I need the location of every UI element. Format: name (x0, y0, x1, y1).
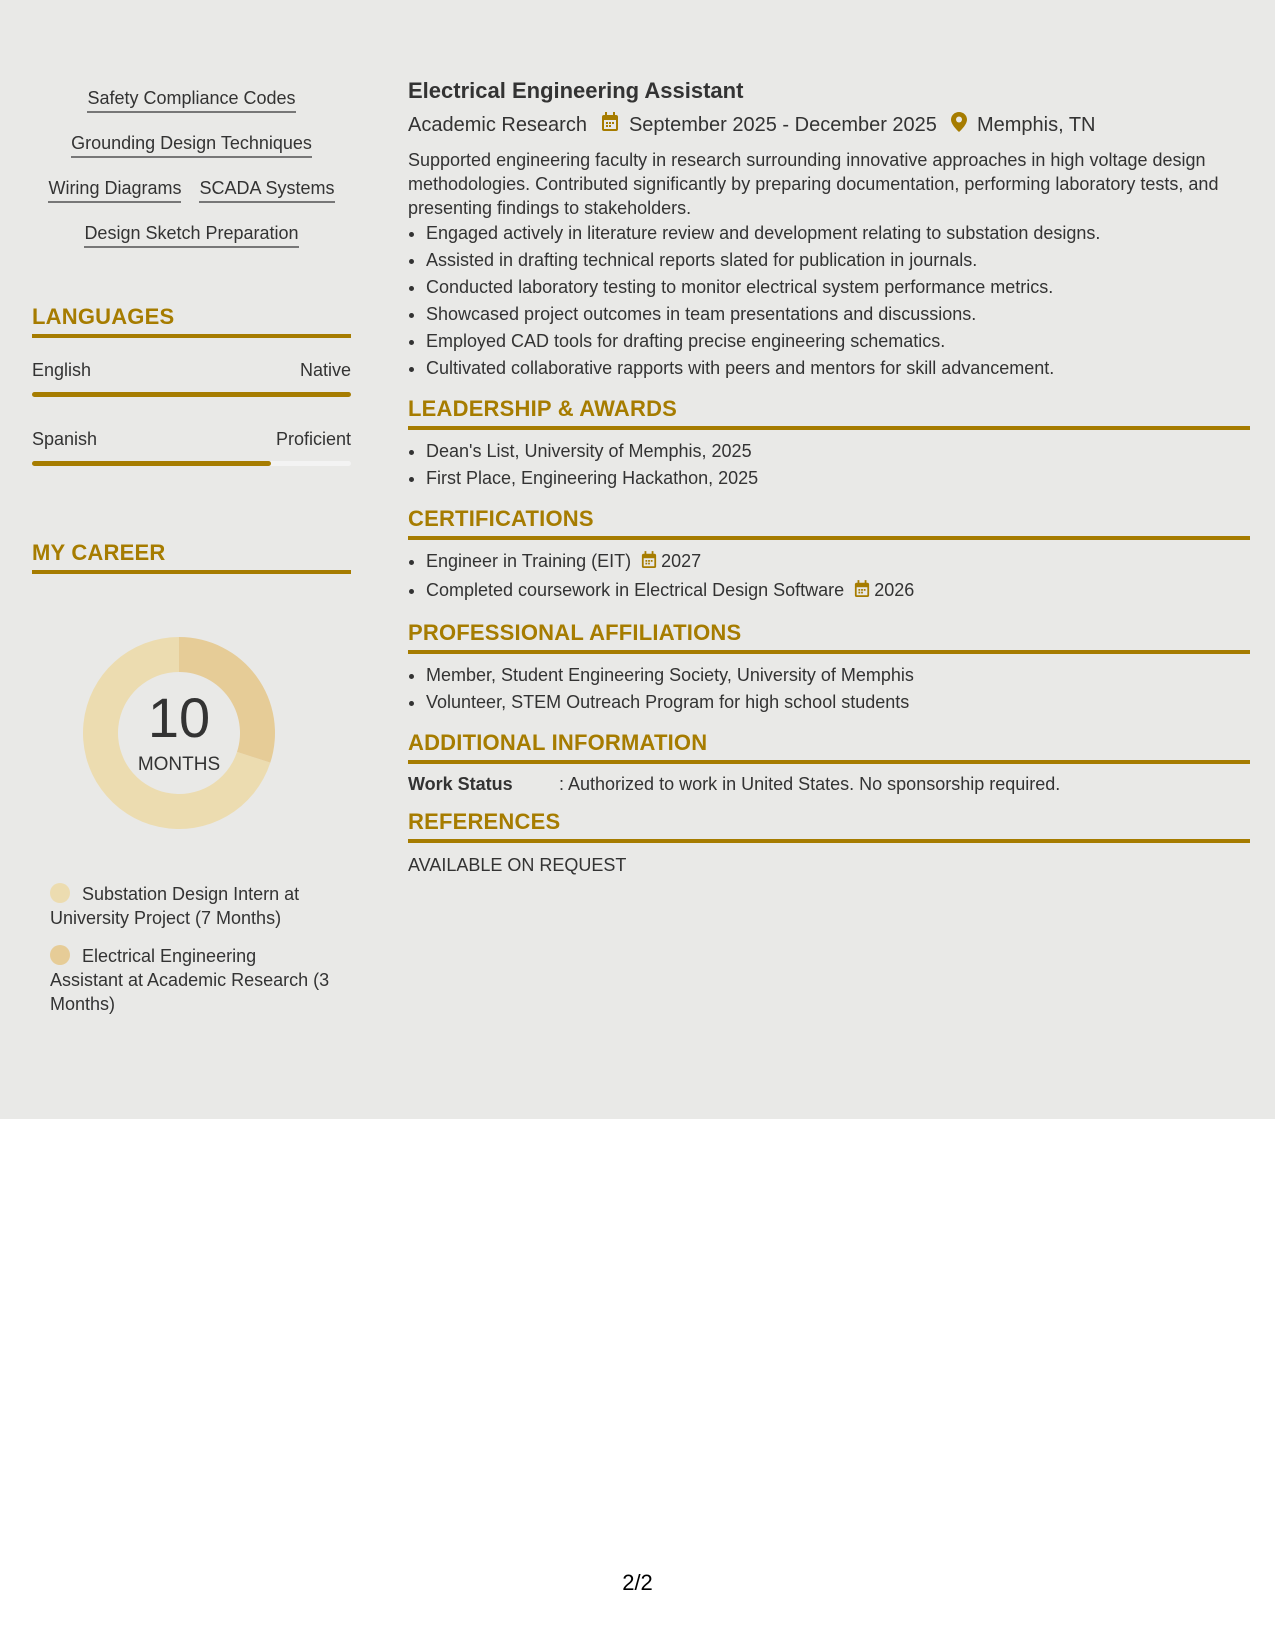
info-value: : Authorized to work in United States. No sponsorship required. (559, 774, 1061, 794)
skill-tag: SCADA Systems (199, 178, 334, 203)
certification-year: 2027 (661, 551, 702, 571)
legend-label: Electrical Engineering Assistant at Academic Research (3 Months) (50, 946, 330, 1014)
location-pin-icon (951, 112, 967, 138)
career-donut-chart (66, 620, 292, 846)
job-location: Memphis, TN (976, 113, 1096, 136)
legend-dot (50, 883, 70, 903)
page-number: 2/2 (622, 1570, 653, 1595)
language-bar-fill (32, 392, 351, 397)
affiliations-title: PROFESSIONAL AFFILIATIONS (408, 620, 1250, 654)
affiliations-section (408, 620, 1250, 716)
certification-year: 2026 (874, 580, 915, 600)
career-total-number: 10 (147, 686, 211, 749)
languages-title: LANGUAGES (32, 304, 351, 338)
language-row (32, 429, 351, 450)
certification-name: Completed coursework in Electrical Design Software (426, 580, 845, 600)
references-text: AVAILABLE ON REQUEST (408, 855, 627, 875)
list-item: • Employed CAD tools for drafting precise engineering schematics. (426, 328, 1250, 355)
calendar-icon (641, 550, 657, 577)
info-label: Work Status (408, 774, 513, 794)
calendar-icon (601, 112, 619, 138)
job-title: Electrical Engineering Assistant (408, 78, 744, 103)
language-name: Spanish (32, 429, 98, 449)
skills-list (32, 82, 351, 262)
language-level: Native (299, 360, 351, 380)
right-column (408, 78, 1250, 876)
list-item: • Assisted in drafting technical reports slated for publication in journals. (426, 247, 1250, 274)
calendar-icon (854, 579, 870, 606)
skill-row (32, 82, 351, 127)
language-bar (32, 392, 351, 397)
legend-item (50, 882, 330, 930)
skill-tag: Wiring Diagrams (48, 178, 181, 203)
list-item: • Member, Student Engineering Society, University of Memphis (426, 662, 1250, 689)
career-section (32, 540, 351, 1016)
language-row (32, 360, 351, 381)
career-legend (50, 882, 330, 1016)
affiliations-list (408, 662, 1250, 716)
list-item: • Cultivated collaborative rapports with peers and mentors for skill advancement. (426, 355, 1250, 382)
legend-label: Substation Design Intern at University Project (7 Months) (50, 884, 300, 928)
list-item: • Dean's List, University of Memphis, 2025 (426, 438, 1250, 465)
job-bullets (408, 220, 1250, 382)
leadership-title: LEADERSHIP & AWARDS (408, 396, 1250, 430)
list-item: • First Place, Engineering Hackathon, 2025 (426, 465, 1250, 492)
language-level: Proficient (275, 429, 351, 449)
list-item: • Showcased project outcomes in team presentations and discussions. (426, 301, 1250, 328)
skill-row (32, 217, 351, 262)
legend-dot (50, 945, 70, 965)
job-description: Supported engineering faculty in research surrounding innovative approaches in high voltage design methodologies. Contributed significantly by preparing documentation, performing laboratory tests, and presenting findings to stakeholders. (408, 150, 1219, 218)
certifications-list (408, 548, 1250, 606)
career-total-unit: MONTHS (137, 754, 221, 775)
additional-section (408, 730, 1250, 795)
leadership-section (408, 396, 1250, 492)
references-title: REFERENCES (408, 809, 1250, 843)
leadership-list (408, 438, 1250, 492)
certifications-title: CERTIFICATIONS (408, 506, 1250, 540)
language-bar (32, 461, 351, 466)
certification-name: Engineer in Training (EIT) (426, 551, 632, 571)
language-name: English (32, 360, 92, 380)
list-item: • Volunteer, STEM Outreach Program for high school students (426, 689, 1250, 716)
list-item (426, 577, 1250, 606)
additional-title: ADDITIONAL INFORMATION (408, 730, 1250, 764)
job-company: Academic Research (408, 113, 587, 136)
list-item: • Conducted laboratory testing to monitor electrical system performance metrics. (426, 274, 1250, 301)
job-meta (408, 112, 1250, 138)
job-dates: September 2025 - December 2025 (628, 113, 937, 136)
list-item (426, 548, 1250, 577)
skill-row (32, 127, 351, 172)
left-column (32, 82, 351, 1030)
skill-tag: Grounding Design Techniques (71, 133, 312, 158)
skill-tag: Design Sketch Preparation (84, 223, 298, 248)
skill-tag: Safety Compliance Codes (87, 88, 295, 113)
info-row (408, 774, 1250, 795)
references-section (408, 809, 1250, 876)
legend-item (50, 944, 330, 1016)
career-title: MY CAREER (32, 540, 351, 574)
languages-section (32, 304, 351, 466)
certifications-section (408, 506, 1250, 606)
list-item: • Engaged actively in literature review and development relating to substation designs. (426, 220, 1250, 247)
language-bar-fill (32, 461, 271, 466)
